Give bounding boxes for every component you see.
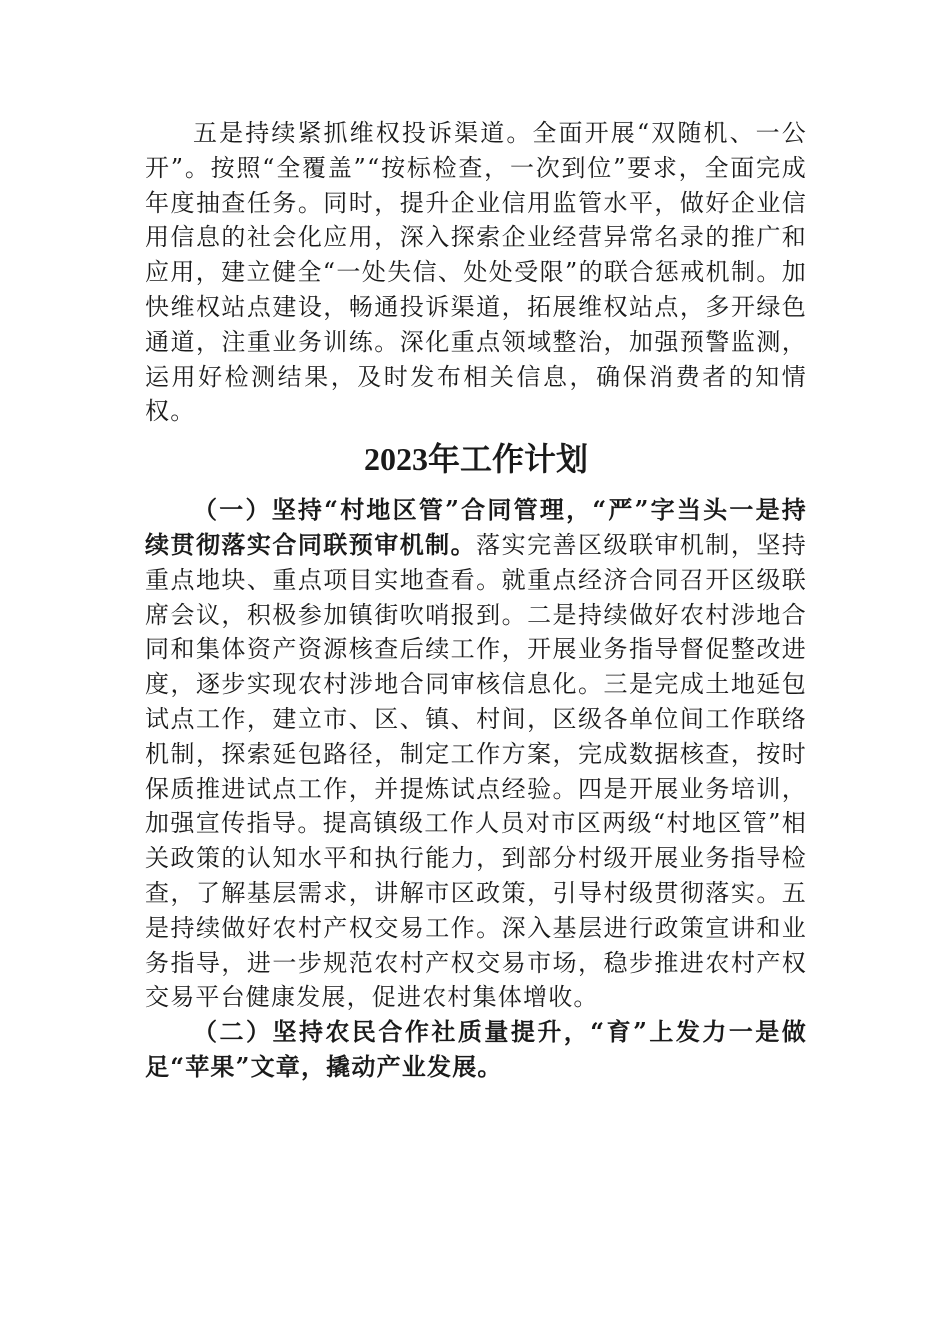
plan-item-1-heading: （一）坚持“村地区管”合同管理，“严”字当头一是持续贯彻落实合同联预审机制。 xyxy=(145,495,807,559)
section-five-paragraph: 五是持续紧抓维权投诉渠道。全面开展“双随机、一公开”。按照“全覆盖”“按标检查，一次到位”要求，全面完成年度抽查任务。同时，提升企业信用监管水平，做好企业信用信息的社会化应用，深入探索企业经营异常名录的推广和应用，建立健全“一处失信、处处受限”的联合惩戒机制。加快维权站点建设，畅通投诉渠道，拓展维权站点，多开绿色通道，注重业务训练。深化重点领域整治，加强预警监测，运用好检测结果，及时发布相关信息，确保消费者的知情权。 xyxy=(145,119,807,426)
plan-item-2-paragraph: （二）坚持农民合作社质量提升，“育”上发力一是做足“苹果”文章，撬动产业发展。 xyxy=(145,1017,807,1081)
plan-item-1-paragraph xyxy=(145,493,807,1015)
document-page xyxy=(145,116,807,1085)
page-title: 2023年工作计划 xyxy=(363,441,588,478)
plan-item-1-body: 落实完善区级联审机制，坚持重点地块、重点项目实地查看。就重点经济合同召开区级联席会议，积极参加镇街吹哨报到。二是持续做好农村涉地合同和集体资产资源核查后续工作，开展业务指导督促整改进度，逐步实现农村涉地合同审核信息化。三是完成土地延包试点工作，建立市、区、镇、村间，区级各单位间工作联络机制，探索延包路径，制定工作方案，完成数据核查，按时保质推进试点工作，并提炼试点经验。四是开展业务培训，加强宣传指导。提高镇级工作人员对市区两级“村地区管”相关政策的认知水平和执行能力，到部分村级开展业务指导检查，了解基层需求，讲解市区政策，引导村级贯彻落实。五是持续做好农村产权交易工作。深入基层进行政策宣讲和业务指导，进一步规范农村产权交易市场，稳步推进农村产权交易平台健康发展，促进农村集体增收。 xyxy=(145,530,807,1012)
